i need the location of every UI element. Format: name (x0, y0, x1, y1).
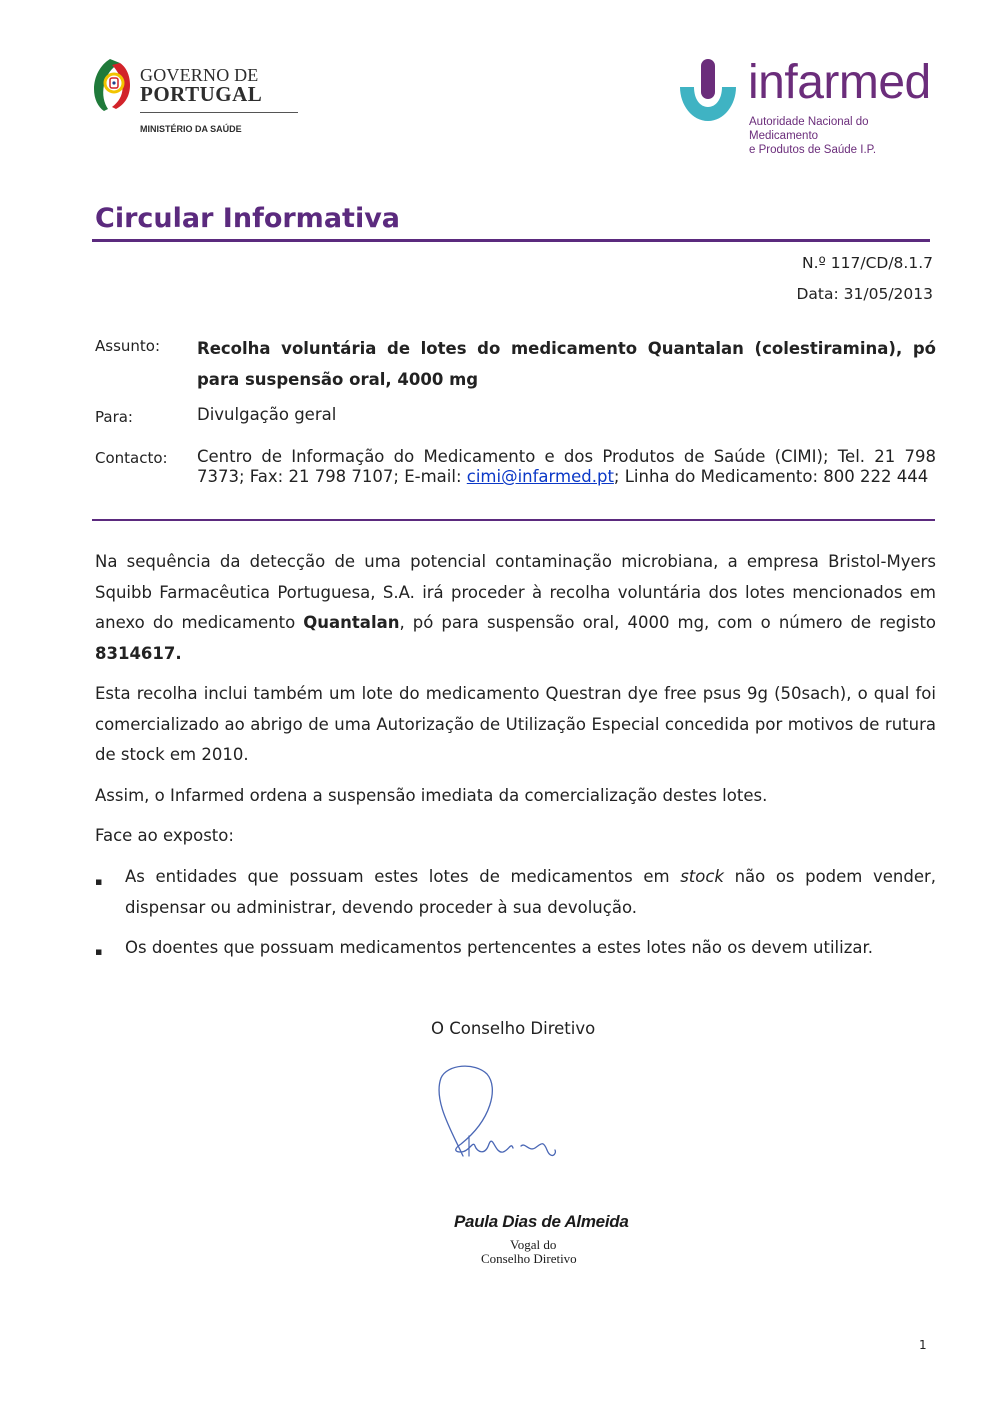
contact-label: Contacto: (95, 449, 168, 467)
gov-logo-line2: PORTUGAL (140, 82, 263, 106)
governo-de-portugal-logo (92, 55, 267, 140)
contact-text-before: Centro de Informação do Medicamento e dos Produtos de Saúde (CIMI); Tel. 21 798 7373; Fax: 21 798 7107; E-mail: (197, 447, 936, 486)
handwritten-signature (425, 1060, 575, 1170)
subject-label: Assunto: (95, 337, 161, 355)
bullet-1-text-b: não os podem vender, dispensar ou administrar, devendo proceder à sua devolução. (125, 867, 936, 917)
gov-logo-line1: GOVERNO DE (140, 65, 259, 85)
bullet-1-text-a: As entidades que possuam estes lotes de medicamentos em (125, 867, 681, 886)
signatory-role-line2: Conselho Diretivo (481, 1251, 577, 1266)
gov-logo-ministry: MINISTÉRIO DA SAÚDE (140, 124, 242, 134)
paragraph-1 (95, 547, 936, 669)
to-text: Divulgação geral (197, 405, 337, 424)
contact-email-link[interactable]: cimi@infarmed.pt (466, 467, 614, 486)
infarmed-logo (676, 56, 936, 156)
paragraph-2: Esta recolha inclui também um lote do medicamento Questran dye free psus 9g (50sach), o qual foi comercializado ao abrigo de uma Autorização de Utilização Especial concedida por motivos de rutura de stock em 2010. (95, 684, 936, 764)
document-title: Circular Informativa (95, 203, 401, 234)
gov-logo-divider (140, 112, 298, 113)
signatory-role-line1: Vogal do (510, 1237, 557, 1252)
infarmed-subtitle (749, 115, 936, 157)
paragraph-4: Face ao exposto: (95, 826, 234, 845)
infarmed-wordmark: infarmed (748, 56, 931, 109)
portugal-shield-icon (92, 57, 132, 113)
header-divider (92, 519, 935, 521)
bullet-1-emphasis: stock (680, 867, 724, 886)
title-divider (92, 239, 930, 242)
paragraph-3: Assim, o Infarmed ordena a suspensão imediata da comercialização destes lotes. (95, 786, 768, 805)
signatory-name: Paula Dias de Almeida (454, 1212, 629, 1231)
paragraph-1-text-b: , pó para suspensão oral, 4000 mg, com o número de registo (399, 613, 937, 632)
drug-name: Quantalan (303, 613, 400, 632)
infarmed-drop-icon (676, 57, 746, 127)
to-label: Para: (95, 408, 133, 426)
bullet-marker-2: ▪ (95, 945, 103, 958)
subject-text: Recolha voluntária de lotes do medicamento Quantalan (colestiramina), pó para suspensão oral, 4000 mg (197, 339, 936, 389)
document-date: Data: 31/05/2013 (796, 285, 933, 303)
bullet-marker-1: ▪ (95, 875, 103, 888)
bullet-item-1 (125, 862, 936, 923)
registration-number: 8314617. (95, 643, 182, 663)
infarmed-subtitle-line1: Autoridade Nacional do Medicamento (749, 116, 869, 142)
reference-number: N.º 117/CD/8.1.7 (802, 254, 933, 272)
bullet-item-2: Os doentes que possuam medicamentos pertencentes a estes lotes não os devem utilizar. (125, 938, 874, 957)
paragraph-1-text-a: Na sequência da detecção de uma potencial contaminação microbiana, a empresa Bristol-Myers Squibb Farmacêutica Portuguesa, S.A. irá proceder à recolha voluntária dos lotes mencionados em anexo do medicamento (95, 552, 936, 632)
contact-text (197, 447, 936, 487)
board-signoff: O Conselho Diretivo (431, 1019, 596, 1038)
page-number: 1 (919, 1338, 927, 1352)
infarmed-subtitle-line2: e Produtos de Saúde I.P. (749, 144, 877, 156)
contact-text-after: ; Linha do Medicamento: 800 222 444 (613, 467, 929, 486)
